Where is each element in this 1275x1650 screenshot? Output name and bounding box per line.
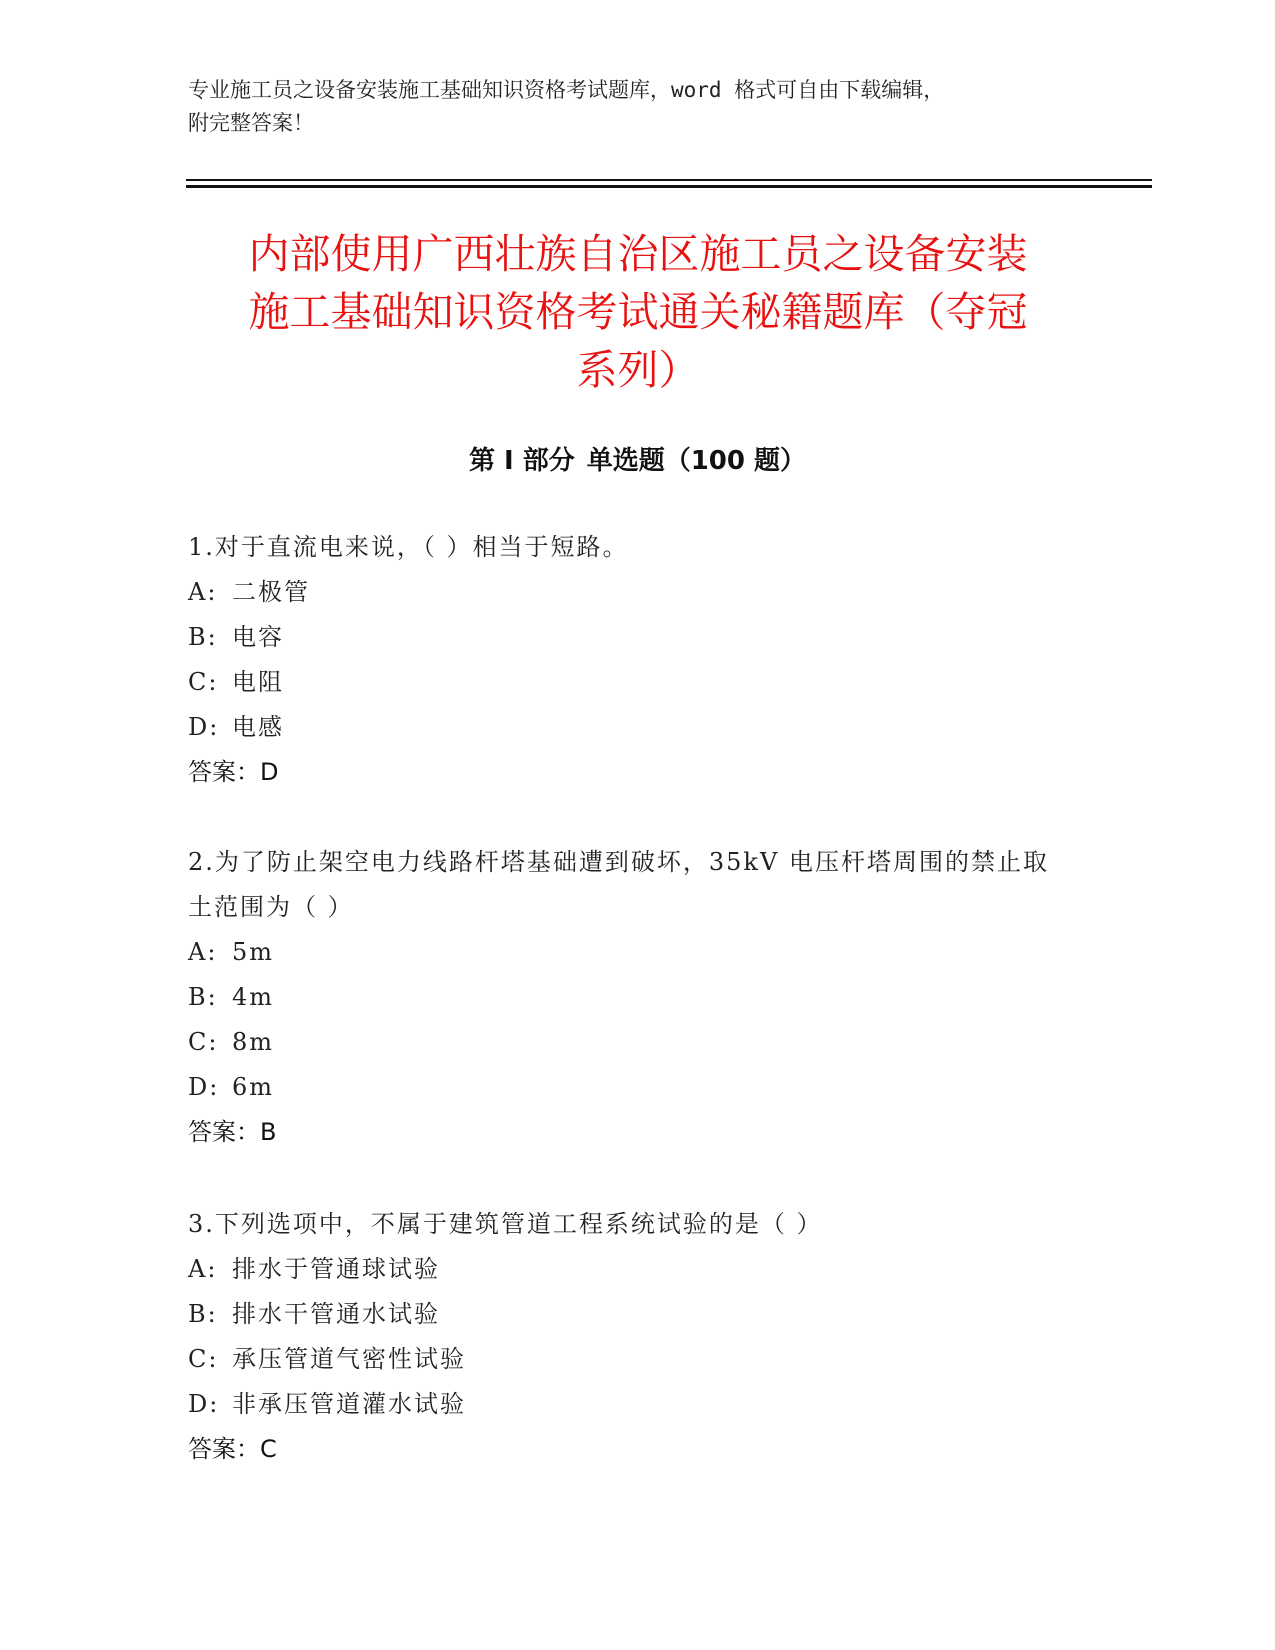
question-stem: 3.下列选项中，不属于建筑管道工程系统试验的是（ ） bbox=[188, 1210, 823, 1238]
option-letter: C: bbox=[188, 1028, 219, 1056]
option-letter: B: bbox=[188, 1300, 218, 1328]
option-letter: B: bbox=[188, 623, 218, 651]
section-heading bbox=[0, 440, 1275, 477]
question-1 bbox=[188, 525, 1068, 795]
option-c bbox=[188, 660, 1068, 705]
header-note bbox=[188, 74, 1068, 140]
section-name: 单选题（100 题） bbox=[586, 446, 807, 476]
option-letter: D: bbox=[188, 713, 220, 741]
option-text: 电阻 bbox=[232, 668, 284, 696]
option-a bbox=[188, 570, 1068, 615]
option-letter: C: bbox=[188, 668, 219, 696]
question-stem: 2.为了防止架空电力线路杆塔基础遭到破坏，35kV 电压杆塔周围的禁止取土范围为（ ） bbox=[188, 848, 1049, 921]
answer: 答案：B bbox=[188, 1118, 277, 1146]
answer: 答案：D bbox=[188, 758, 279, 786]
option-text: 4m bbox=[232, 983, 275, 1011]
document-title-line-2: 施工基础知识资格考试通关秘籍题库（夺冠 bbox=[248, 288, 1028, 336]
question-2 bbox=[188, 840, 1068, 1155]
answer: 答案：C bbox=[188, 1435, 277, 1463]
option-b bbox=[188, 975, 1068, 1020]
header-divider-thick bbox=[186, 185, 1152, 188]
option-letter: D: bbox=[188, 1073, 220, 1101]
option-letter: C: bbox=[188, 1345, 219, 1373]
header-note-line-1: 专业施工员之设备安装施工基础知识资格考试题库，word 格式可自由下载编辑， bbox=[188, 78, 945, 102]
option-a bbox=[188, 930, 1068, 975]
document-title-line-3: 系列） bbox=[576, 346, 700, 394]
option-text: 排水于管通球试验 bbox=[232, 1255, 440, 1283]
option-c bbox=[188, 1020, 1068, 1065]
option-text: 排水干管通水试验 bbox=[232, 1300, 440, 1328]
option-letter: B: bbox=[188, 983, 218, 1011]
option-text: 8m bbox=[232, 1028, 275, 1056]
option-text: 二极管 bbox=[232, 578, 310, 606]
option-text: 电容 bbox=[232, 623, 284, 651]
option-d bbox=[188, 1382, 1068, 1427]
option-text: 承压管道气密性试验 bbox=[232, 1345, 466, 1373]
option-text: 6m bbox=[232, 1073, 275, 1101]
option-letter: A: bbox=[188, 578, 218, 606]
header-divider-thin bbox=[186, 179, 1152, 181]
option-letter: D: bbox=[188, 1390, 220, 1418]
document-title-line-1: 内部使用广西壮族自治区施工员之设备安装 bbox=[248, 230, 1028, 278]
option-letter: A: bbox=[188, 1255, 218, 1283]
option-text: 电感 bbox=[232, 713, 284, 741]
option-letter: A: bbox=[188, 938, 218, 966]
question-3 bbox=[188, 1202, 1068, 1472]
option-text: 非承压管道灌水试验 bbox=[232, 1390, 466, 1418]
option-b bbox=[188, 1292, 1068, 1337]
option-c bbox=[188, 1337, 1068, 1382]
option-d bbox=[188, 1065, 1068, 1110]
option-b bbox=[188, 615, 1068, 660]
question-stem: 1.对于直流电来说，（ ）相当于短路。 bbox=[188, 533, 629, 561]
header-note-line-2: 附完整答案！ bbox=[188, 111, 314, 135]
section-part: 第 I 部分 bbox=[468, 446, 575, 476]
option-a bbox=[188, 1247, 1068, 1292]
option-d bbox=[188, 705, 1068, 750]
document-title bbox=[180, 225, 1096, 399]
option-text: 5m bbox=[232, 938, 275, 966]
